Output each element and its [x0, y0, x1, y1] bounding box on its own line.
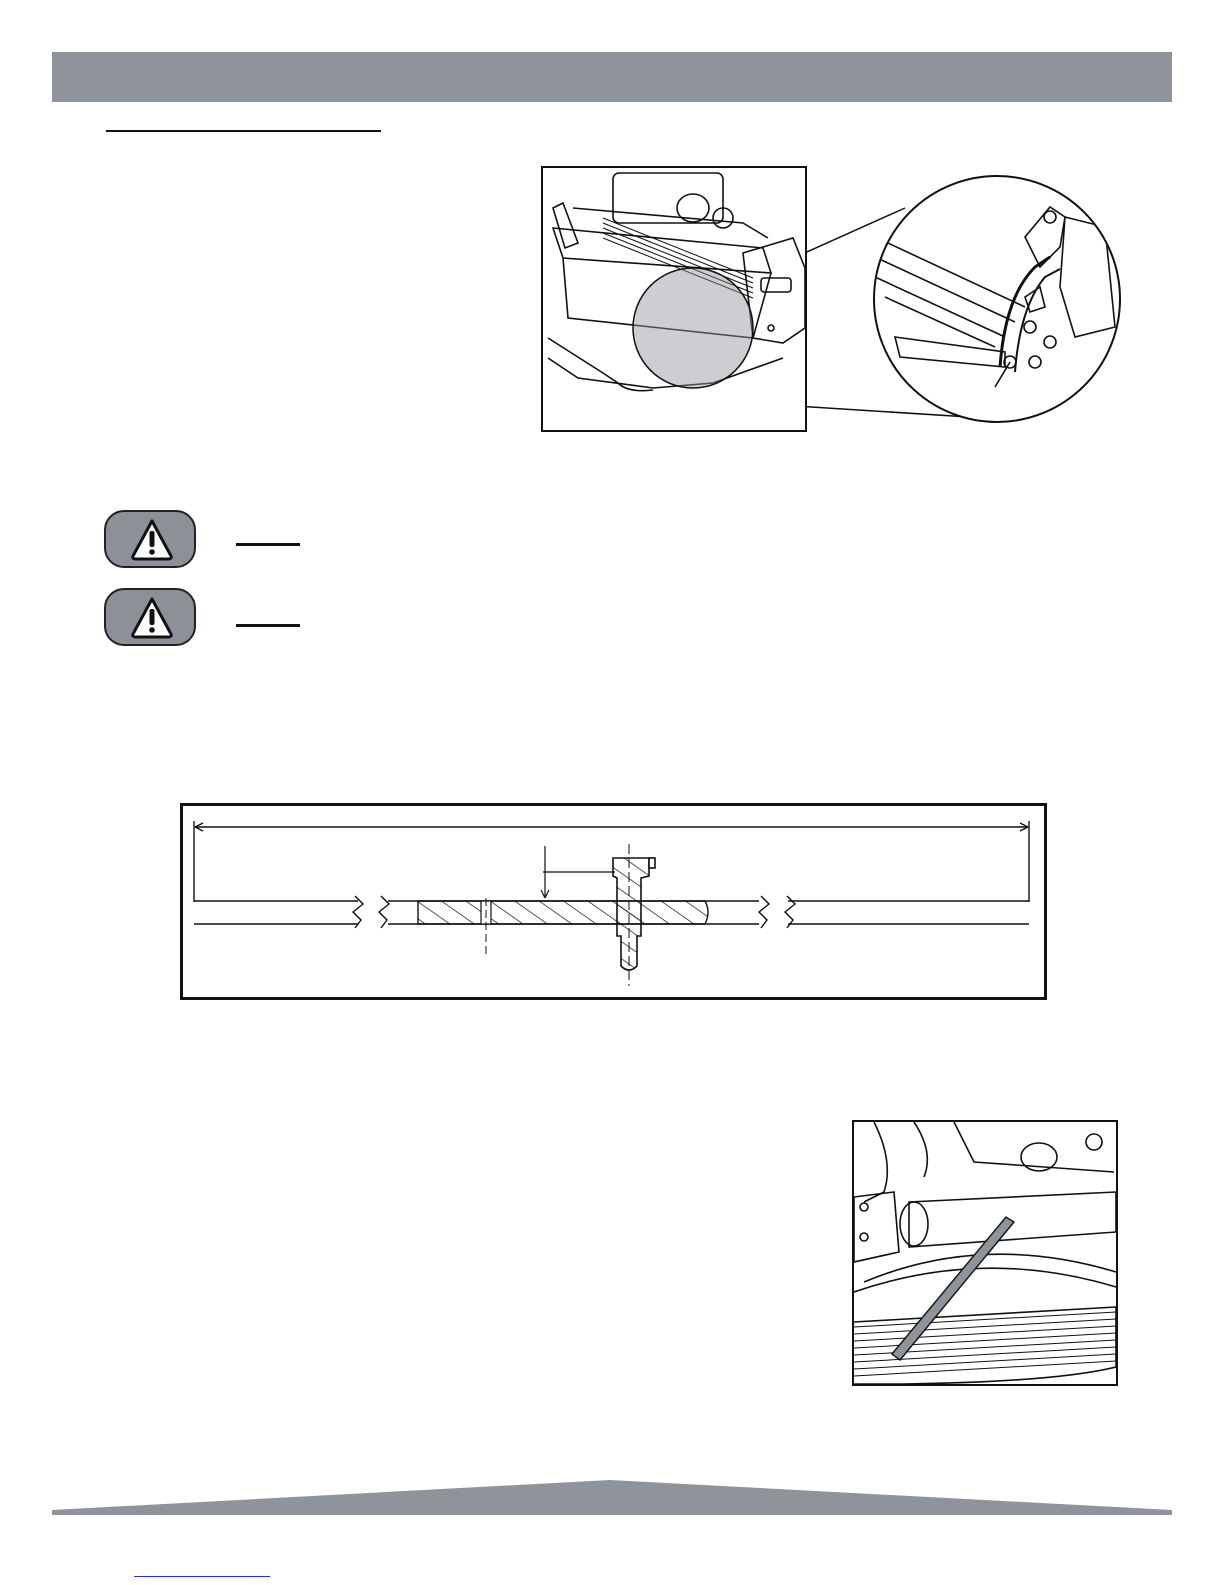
reel-mower-figure: [541, 166, 807, 432]
warning-icon: [104, 588, 196, 646]
warning-label-1: [236, 543, 300, 546]
warning-icon: [104, 510, 196, 568]
adjuster-detail-zoom: [873, 175, 1121, 423]
bedknife-cross-section-diagram: [180, 803, 1047, 1000]
page-header-bar: [52, 52, 1172, 102]
straightedge-illustration: [854, 1122, 1118, 1386]
cross-section-drawing: [183, 806, 1044, 997]
footer-link[interactable]: [134, 1576, 270, 1577]
section-heading-underline: [106, 130, 381, 132]
straightedge-figure: [852, 1120, 1118, 1386]
warning-label-2: [236, 624, 300, 627]
reel-mower-illustration: [543, 168, 807, 432]
warning-row-2: [104, 588, 204, 648]
footer-bar: [0, 1480, 1225, 1540]
adjuster-detail-illustration: [875, 177, 1121, 423]
warning-row-1: [104, 510, 204, 570]
